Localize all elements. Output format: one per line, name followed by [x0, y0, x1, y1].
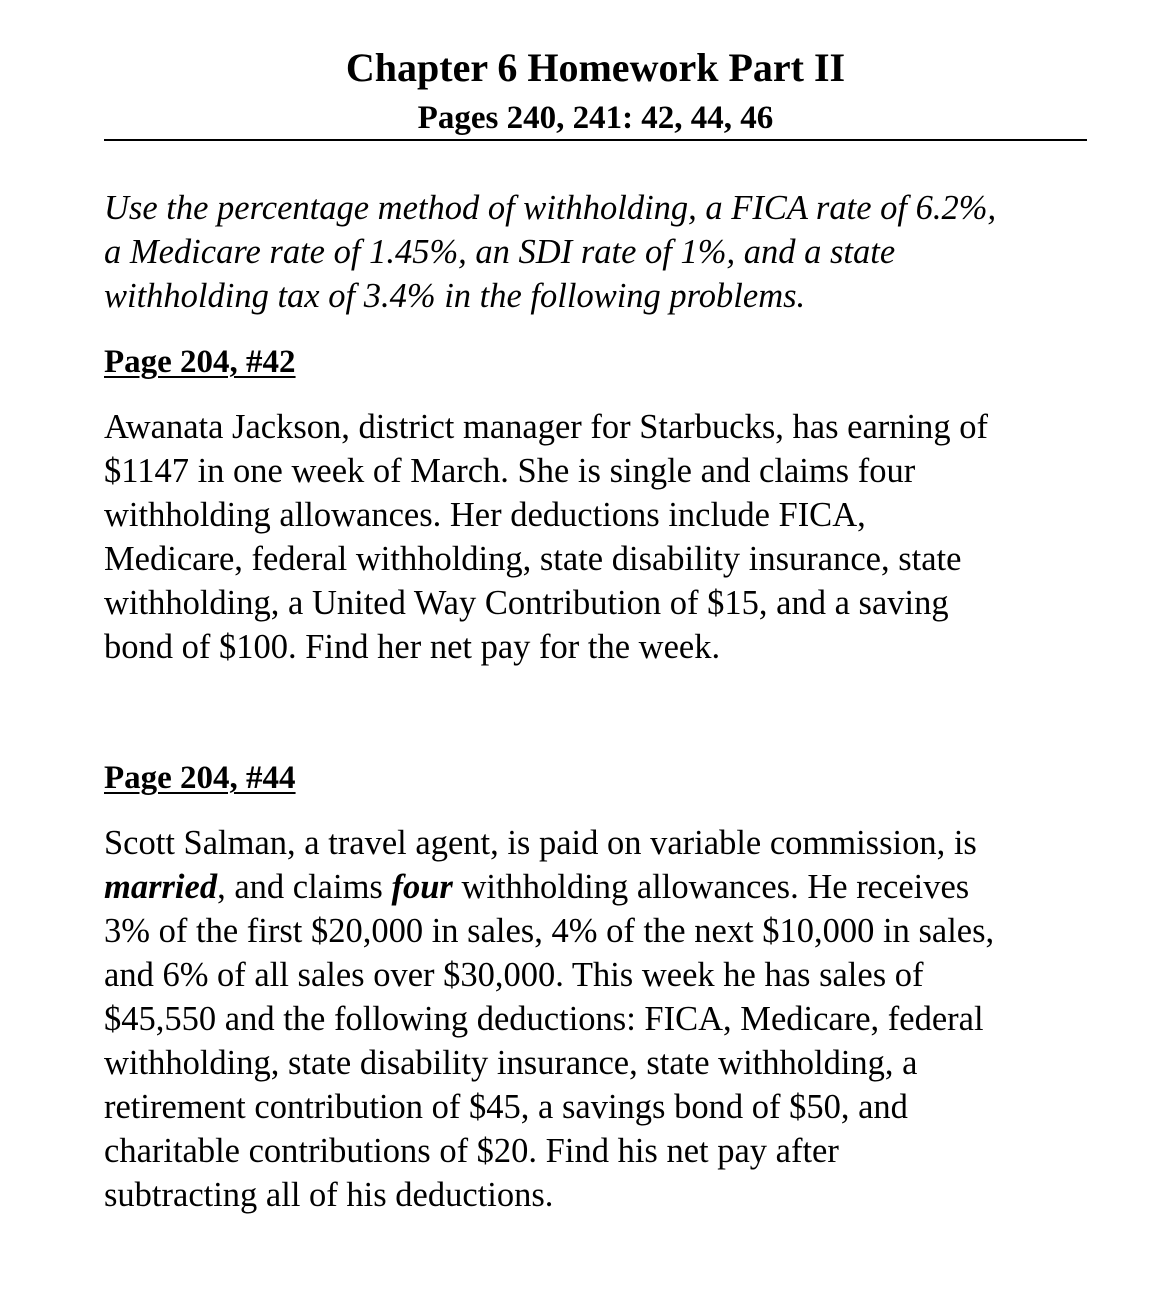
problem-line: withholding, a United Way Contribution of $15, and a saving: [104, 584, 949, 622]
problem-line: withholding allowances. Her deductions include FICA,: [104, 496, 866, 534]
page-subtitle: Pages 240, 241: 42, 44, 46: [417, 100, 774, 136]
emphasis-four: four: [391, 868, 453, 906]
problem-line: charitable contributions of $20. Find his net pay after: [104, 1132, 839, 1170]
problem-line: Medicare, federal withholding, state disability insurance, state: [104, 540, 962, 578]
problem-42-heading: Page 204, #42: [104, 344, 296, 380]
emphasis-married: married: [104, 868, 218, 906]
instructions-line: withholding tax of 3.4% in the following problems.: [104, 277, 806, 315]
page-title: Chapter 6 Homework Part II: [345, 45, 846, 90]
problem-line: 3% of the first $20,000 in sales, 4% of the next $10,000 in sales,: [104, 912, 995, 950]
problem-line: $1147 in one week of March. She is single and claims four: [104, 452, 916, 490]
problem-line-text: , and claims: [217, 868, 392, 906]
instructions-line: a Medicare rate of 1.45%, an SDI rate of 1%, and a state: [104, 233, 896, 271]
problem-line: subtracting all of his deductions.: [104, 1176, 554, 1214]
problem-42-text: [104, 405, 1094, 669]
problem-line: Scott Salman, a travel agent, is paid on variable commission, is: [104, 824, 977, 862]
problem-line: and 6% of all sales over $30,000. This week he has sales of: [104, 956, 924, 994]
instructions-paragraph: [104, 186, 1094, 318]
problem-line-text: withholding allowances. He receives: [452, 868, 970, 906]
problem-line: [104, 865, 1094, 909]
problem-line: $45,550 and the following deductions: FICA, Medicare, federal: [104, 1000, 984, 1038]
problem-line: withholding, state disability insurance, state withholding, a: [104, 1044, 918, 1082]
instructions-line: Use the percentage method of withholding, a FICA rate of 6.2%,: [104, 189, 997, 227]
title-divider: [104, 139, 1087, 141]
problem-44-heading: Page 204, #44: [104, 760, 296, 796]
problem-line: retirement contribution of $45, a savings bond of $50, and: [104, 1088, 908, 1126]
problem-44-text: [104, 821, 1094, 1217]
problem-line: Awanata Jackson, district manager for Starbucks, has earning of: [104, 408, 988, 446]
problem-line: bond of $100. Find her net pay for the week.: [104, 628, 721, 666]
